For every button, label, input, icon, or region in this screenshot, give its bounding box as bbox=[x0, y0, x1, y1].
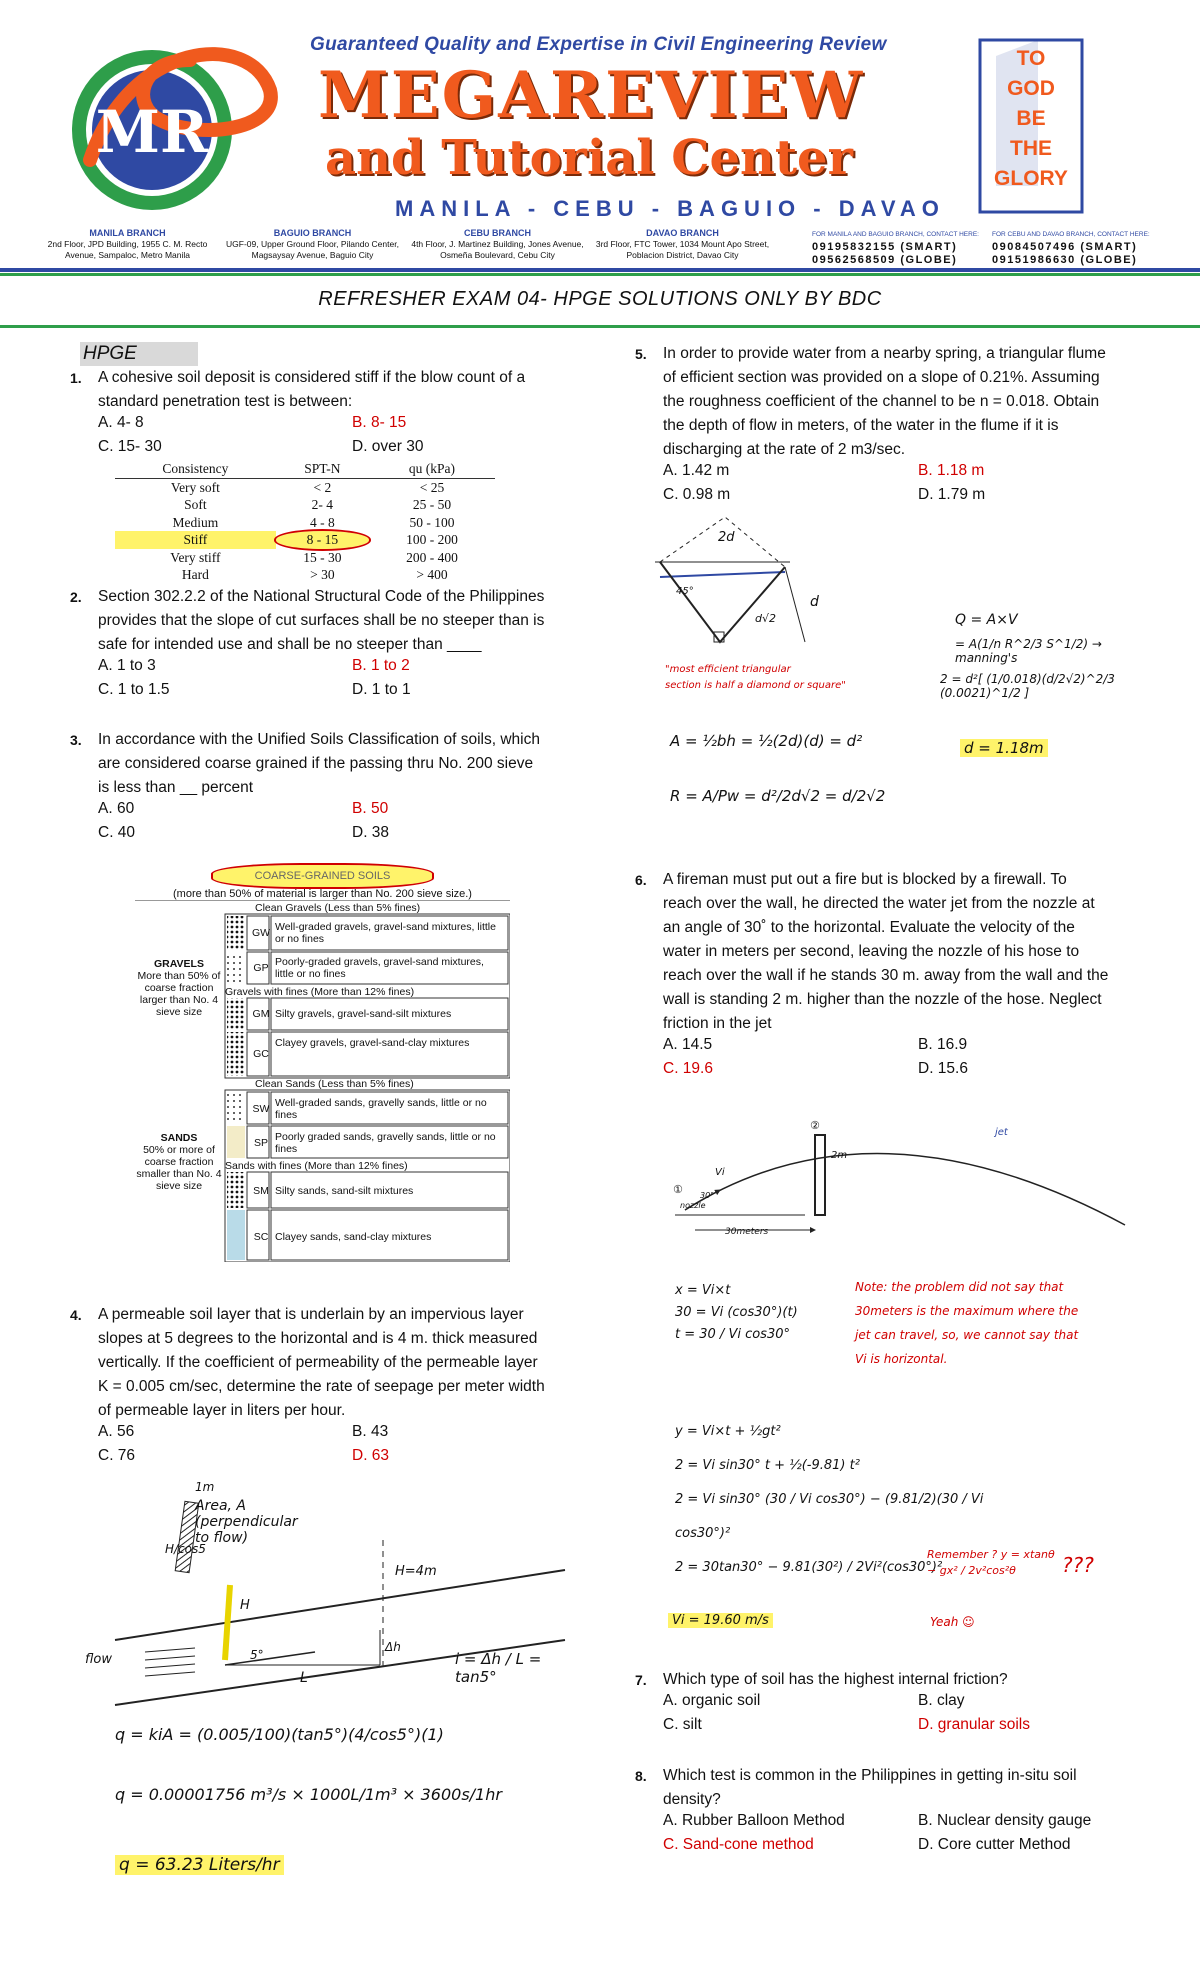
option-c[interactable]: C. 40 bbox=[98, 824, 136, 841]
label-1m: 1m bbox=[195, 1480, 215, 1494]
tagline: Guaranteed Quality and Expertise in Civil Engineering Review bbox=[310, 34, 887, 55]
table-header: qu (kPa) bbox=[408, 461, 456, 476]
badge-line: BE bbox=[1016, 107, 1046, 130]
letterhead bbox=[0, 0, 1200, 285]
uscs-symbol: GP bbox=[253, 962, 269, 974]
option-a[interactable]: A. Rubber Balloon Method bbox=[663, 1812, 845, 1829]
option-b-answer[interactable]: B. 1.18 m bbox=[918, 462, 985, 479]
label-angle: 5° bbox=[250, 1648, 264, 1662]
question-number: 2. bbox=[70, 589, 82, 605]
uscs-symbol: SW bbox=[252, 1103, 270, 1115]
option-b[interactable]: B. 16.9 bbox=[918, 1036, 968, 1053]
question-text: A permeable soil layer that is underlain by an impervious layer slopes at 5 degrees to the horizontal and is 4 m. thick measured vertically. If the coefficient of permeability of the permeable layer K = 0.005 cm/sec, determine the rate of seepage per meter width of permeable layer in liters per hour. bbox=[98, 1306, 545, 1419]
label-dh: Δh bbox=[385, 1640, 401, 1654]
uscs-sublabel: Clean Gravels (Less than 5% fines) bbox=[255, 902, 421, 914]
table-cell: 100 - 200 bbox=[369, 531, 495, 549]
table-cell: 50 - 100 bbox=[409, 514, 455, 530]
label-l: L bbox=[300, 1670, 308, 1686]
question-text: Section 302.2.2 of the National Structural Code of the Philippines provides that the slope of cut surfaces shall be no steeper than is safe for intended use and shall be no steeper than ____ bbox=[98, 588, 545, 653]
uscs-desc: Poorly graded sands, gravelly sands, little or no fines bbox=[275, 1131, 496, 1155]
table-cell: Soft bbox=[184, 497, 207, 512]
table-cell-highlighted: 8 - 15 bbox=[276, 531, 369, 549]
branch-manila: MANILA BRANCH 2nd Floor, JPD Building, 1955 C. M. Recto Avenue, Sampaloc, Metro Manila bbox=[47, 228, 208, 260]
badge-line: THE bbox=[1010, 137, 1052, 160]
table-cell: > 400 bbox=[416, 567, 448, 582]
table-cell: 2- 4 bbox=[311, 497, 334, 512]
eq-hydraulic-radius: R = A/Pw = d²/2d√2 = d/2√2 bbox=[670, 787, 886, 805]
label-30m: 30meters bbox=[725, 1227, 769, 1237]
table-cell: < 2 bbox=[313, 479, 332, 495]
header-stripe-green bbox=[0, 273, 1200, 276]
option-a[interactable]: A. 1 to 3 bbox=[98, 657, 156, 674]
option-d[interactable]: D. over 30 bbox=[352, 438, 424, 455]
table-cell: Medium bbox=[172, 514, 219, 530]
solution-steps-2: y = Vi×t + ½gt² 2 = Vi sin30° t + ½(-9.81) t² 2 = Vi sin30° (30 / Vi cos30°) − (9.81/2)(30 / Vi cos30°)² 2 = 30tan30° − 9.81(30²) / 2Vi²(cos30°)² bbox=[675, 1424, 984, 1575]
option-b[interactable]: B. clay bbox=[918, 1692, 965, 1709]
exam-title: REFRESHER EXAM 04- HPGE SOLUTIONS ONLY BY BDC bbox=[318, 288, 882, 310]
table-cell: 4 - 8 bbox=[309, 514, 335, 530]
option-d[interactable]: D. 38 bbox=[352, 824, 390, 841]
table-header: Consistency bbox=[162, 461, 229, 476]
table-cell: 200 - 400 bbox=[406, 549, 458, 565]
question-marks: ??? bbox=[1062, 1553, 1094, 1577]
label-h: H bbox=[240, 1598, 250, 1613]
solution-4-sketch bbox=[85, 1480, 580, 1900]
eq-discharge: Q = A×V bbox=[955, 612, 1018, 628]
solution-5-sketch bbox=[640, 512, 1135, 842]
uscs-symbol: GC bbox=[253, 1048, 269, 1060]
uscs-subtitle: (more than 50% of material is larger than No. 200 sieve size.) bbox=[173, 888, 472, 900]
uscs-group-sands: SANDS 50% or more of coarse fraction smaller than No. 4 sieve size bbox=[136, 1132, 222, 1192]
section-label: HPGE bbox=[80, 342, 198, 366]
question-text: A fireman must put out a fire but is blocked by a firewall. To reach over the wall, he directed the water jet from the nozzle at an angle of 30˚ to the horizontal. Evaluate the velocity of the water in meters per second, leaving the nozzle of his hose to reach over the wall if he stands 30 m. away from the wall and the wall is standing 2 m. higher than the nozzle of the hose. Neglect friction in the jet bbox=[663, 871, 1109, 1032]
table-cell: Hard bbox=[181, 567, 209, 582]
uscs-symbol: SM bbox=[253, 1185, 269, 1197]
contact-manila-baguio: FOR MANILA AND BAGUIO BRANCH, CONTACT HERE: 09195832155 (SMART) 09562568509 (GLOBE) bbox=[812, 231, 979, 266]
option-a[interactable]: A. organic soil bbox=[663, 1692, 761, 1709]
to-god-be-the-glory-badge bbox=[976, 36, 1086, 216]
note-not-horizontal: Note: the problem did not say that 30meters is the maximum where the jet can travel, so, we cannot say that Vi is horizontal. bbox=[855, 1280, 1079, 1366]
brand-subtitle: and Tutorial Center bbox=[325, 130, 853, 186]
question-number: 6. bbox=[635, 872, 647, 888]
option-b-answer[interactable]: B. 50 bbox=[352, 800, 389, 817]
option-d[interactable]: D. 15.6 bbox=[918, 1060, 968, 1077]
uscs-desc: Poorly-graded gravels, gravel-sand mixtures, little or no fines bbox=[275, 956, 484, 980]
answer-velocity: Vi = 19.60 m/s bbox=[668, 1613, 773, 1628]
spt-consistency-table bbox=[115, 460, 495, 585]
badge-line: GLORY bbox=[994, 167, 1068, 190]
option-a[interactable]: A. 60 bbox=[98, 800, 135, 817]
answer-depth: d = 1.18m bbox=[960, 739, 1048, 757]
question-number: 3. bbox=[70, 732, 82, 748]
label-d: d bbox=[810, 594, 819, 610]
option-d-answer[interactable]: D. granular soils bbox=[918, 1716, 1030, 1733]
table-cell: > 30 bbox=[310, 567, 335, 582]
label-2m: 2m bbox=[831, 1150, 848, 1161]
label-nozzle: nozzle bbox=[680, 1201, 706, 1210]
uscs-desc: Silty sands, sand-silt mixtures bbox=[275, 1185, 414, 1197]
question-number: 8. bbox=[635, 1768, 647, 1784]
option-c[interactable]: C. silt bbox=[663, 1716, 702, 1733]
branch-cities: MANILA - CEBU - BAGUIO - DAVAO bbox=[395, 196, 945, 221]
question-text: In order to provide water from a nearby spring, a triangular flume of efficient section was provided on a slope of 0.21%. Assuming the roughness coefficient of the channel to be n = 0.018. Obtain the depth of flow in meters, of the water in the flume if it is discharging at the rate of 2 m3/sec. bbox=[663, 345, 1106, 458]
question-number: 4. bbox=[70, 1307, 82, 1323]
label-2d: 2d bbox=[718, 530, 735, 545]
option-c[interactable]: C. 76 bbox=[98, 1447, 136, 1464]
question-text: A cohesive soil deposit is considered stiff if the blow count of a standard penetration test is between: bbox=[98, 369, 526, 410]
option-a[interactable]: A. 14.5 bbox=[663, 1036, 713, 1053]
answer-seepage: q = 63.23 Liters/hr bbox=[115, 1855, 284, 1875]
eq-area: A = ½bh = ½(2d)(d) = d² bbox=[670, 732, 863, 750]
uscs-sublabel: Sands with fines (More than 12% fines) bbox=[225, 1160, 408, 1172]
option-c-answer[interactable]: C. 19.6 bbox=[663, 1060, 713, 1077]
option-b-answer[interactable]: B. 1 to 2 bbox=[352, 657, 410, 674]
label-30deg: 30° bbox=[700, 1191, 715, 1200]
uscs-symbol: GM bbox=[252, 1008, 270, 1020]
point-1: ① bbox=[673, 1183, 683, 1196]
label-h-cos: H/cos5 bbox=[165, 1542, 206, 1556]
option-c[interactable]: C. 0.98 m bbox=[663, 486, 731, 503]
branch-cebu: CEBU BRANCH 4th Floor, J. Martinez Building, Jones Avenue, Osmeña Boulevard, Cebu City bbox=[411, 228, 584, 260]
question-number: 7. bbox=[635, 1672, 647, 1688]
eq-conversion: q = 0.00001756 m³/s × 1000L/1m³ × 3600s/1hr bbox=[115, 1785, 502, 1804]
uscs-group-gravels: GRAVELS More than 50% of coarse fraction larger than No. 4 sieve size bbox=[137, 958, 221, 1018]
uscs-desc: Well-graded sands, gravelly sands, little or no fines bbox=[275, 1097, 487, 1121]
megareview-logo bbox=[40, 20, 290, 215]
uscs-desc: Silty gravels, gravel-sand-silt mixtures bbox=[275, 1008, 452, 1020]
option-d[interactable]: D. Core cutter Method bbox=[918, 1836, 1071, 1853]
uscs-desc: Clayey gravels, gravel-sand-clay mixtures bbox=[275, 1037, 470, 1049]
eq-manning: = A(1/n R^2/3 S^1/2) → manning's bbox=[955, 637, 1102, 665]
table-cell: 15 - 30 bbox=[303, 549, 342, 565]
eq-substitution: 2 = d²[ (1/0.018)(d/2√2)^2/3 (0.0021)^1/2 ] bbox=[940, 672, 1115, 700]
question-number: 1. bbox=[70, 370, 82, 386]
title-rule bbox=[0, 325, 1200, 328]
uscs-title: COARSE-GRAINED SOILS bbox=[213, 865, 433, 887]
solution-6-sketch bbox=[665, 1105, 1135, 1655]
option-d[interactable]: D. 1 to 1 bbox=[352, 681, 411, 698]
label-vi: Vi bbox=[715, 1167, 725, 1178]
label-45: 45° bbox=[676, 586, 694, 597]
uscs-sublabel: Gravels with fines (More than 12% fines) bbox=[225, 986, 415, 998]
option-a[interactable]: A. 56 bbox=[98, 1423, 135, 1440]
uscs-symbol: GW bbox=[251, 927, 271, 939]
option-a[interactable]: A. 1.42 m bbox=[663, 462, 730, 479]
badge-line: TO bbox=[1016, 47, 1046, 70]
note-thanks: Yeah ☺ bbox=[930, 1615, 975, 1629]
point-2: ② bbox=[810, 1119, 820, 1132]
option-d[interactable]: D. 1.79 m bbox=[918, 486, 986, 503]
option-c[interactable]: C. 1 to 1.5 bbox=[98, 681, 170, 698]
eq-seepage: q = kiA = (0.005/100)(tan5°)(4/cos5°)(1) bbox=[115, 1725, 444, 1744]
question-text: Which type of soil has the highest internal friction? bbox=[663, 1671, 1008, 1688]
branch-baguio: BAGUIO BRANCH UGF-09, Upper Ground Floor, Pilando Center, Magsaysay Avenue, Baguio City bbox=[226, 228, 399, 260]
note-efficient-section: "most efficient triangular section is half a diamond or square" bbox=[665, 664, 846, 691]
table-cell: Very soft bbox=[170, 479, 220, 495]
uscs-symbol: SC bbox=[253, 1231, 269, 1243]
contact-cebu-davao: FOR CEBU AND DAVAO BRANCH, CONTACT HERE: 09084507496 (SMART) 09151986630 (GLOBE) bbox=[992, 231, 1150, 266]
note-remember-formula: Remember ? y = xtanθ − gx² / 2v²cos²θ bbox=[927, 1548, 1055, 1577]
badge-line: GOD bbox=[1007, 77, 1055, 100]
option-d-answer[interactable]: D. 63 bbox=[352, 1447, 390, 1464]
table-cell: < 25 bbox=[419, 479, 445, 495]
label-flow: flow bbox=[85, 1652, 112, 1667]
label-jet: jet bbox=[995, 1127, 1008, 1138]
uscs-desc: Clayey sands, sand-clay mixtures bbox=[275, 1231, 432, 1243]
option-c[interactable]: C. 15- 30 bbox=[98, 438, 162, 455]
header-stripe-blue bbox=[0, 268, 1200, 272]
solution-steps: x = Vi×t 30 = Vi (cos30°)(t) t = 30 / Vi cos30° bbox=[675, 1283, 798, 1342]
uscs-coarse-grained-table bbox=[135, 870, 510, 1262]
uscs-desc: Well-graded gravels, gravel-sand mixtures, little or no fines bbox=[275, 921, 496, 945]
brand-name: MEGAREVIEW bbox=[318, 58, 865, 133]
svg-text:MR: MR bbox=[95, 98, 209, 166]
question-text: In accordance with the Unified Soils Classification of soils, which are considered coarse grained if the passing thru No. 200 sieve is less than __ percent bbox=[98, 731, 540, 796]
label-d-root2: d√2 bbox=[755, 612, 776, 625]
table-header: SPT-N bbox=[304, 461, 341, 476]
branch-davao: DAVAO BRANCH 3rd Floor, FTC Tower, 1034 Mount Apo Street, Poblacion District, Davao City bbox=[595, 228, 770, 260]
table-cell: Very stiff bbox=[170, 549, 221, 565]
option-b[interactable]: B. Nuclear density gauge bbox=[918, 1812, 1092, 1829]
option-b-answer[interactable]: B. 8- 15 bbox=[352, 414, 407, 431]
question-text: Which test is common in the Philippines in getting in-situ soil density? bbox=[663, 1767, 1077, 1808]
question-number: 5. bbox=[635, 346, 647, 362]
table-cell-highlighted: Stiff bbox=[183, 532, 208, 547]
uscs-symbol: SP bbox=[253, 1137, 268, 1149]
uscs-sublabel: Clean Sands (Less than 5% fines) bbox=[255, 1078, 414, 1090]
table-cell: 25 - 50 bbox=[412, 497, 452, 512]
label-area: Area, A (perpendicular to flow) bbox=[195, 1498, 298, 1546]
label-h-4m: H=4m bbox=[395, 1564, 437, 1579]
option-c-answer[interactable]: C. Sand-cone method bbox=[663, 1836, 814, 1853]
eq-hydraulic-gradient: i = Δh / L = tan5° bbox=[455, 1650, 542, 1686]
option-b[interactable]: B. 43 bbox=[352, 1423, 389, 1440]
option-a[interactable]: A. 4- 8 bbox=[98, 414, 144, 431]
